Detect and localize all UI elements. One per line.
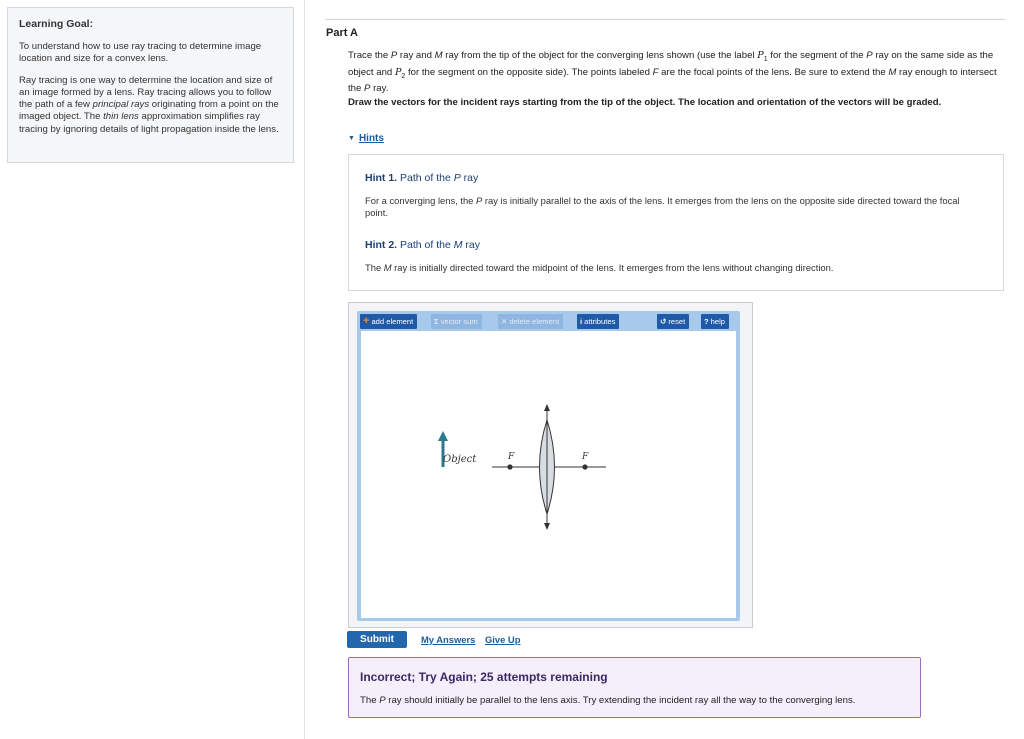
hint-1-title[interactable]: Hint 1. Path of the P ray: [365, 172, 479, 184]
delete-x-icon: ✕: [501, 317, 508, 326]
help-icon: ?: [704, 317, 709, 326]
graded-instruction: Draw the vectors for the incident rays starting from the tip of the object. The location and orientation of the vectors will be graded.: [348, 97, 942, 108]
focal-point-left: [507, 464, 512, 469]
lens-top-arrowhead: [544, 404, 550, 411]
info-icon: i: [580, 317, 583, 326]
hints-panel: [348, 154, 1004, 291]
feedback-text: The P ray should initially be parallel to the lens axis. Try extending the incident ray all the way to the converging lens.: [360, 695, 856, 706]
reset-icon: ↺: [660, 317, 667, 326]
hints-toggle[interactable]: ▼ Hints: [348, 133, 384, 144]
learning-goal-panel: [7, 7, 294, 163]
lens-bottom-arrowhead: [544, 523, 550, 530]
give-up-link[interactable]: Give Up: [485, 634, 521, 645]
plus-icon: +: [363, 315, 370, 327]
hint-2-title[interactable]: Hint 2. Path of the M ray: [365, 239, 480, 251]
part-instruction: Trace the P ray and M ray from the tip of the object for the converging lens shown (use the label $P_1$ for the segment of the P ray on the same side as the object and $P_2$ for the segment on the opposite side). The points labeled F are the focal points of the lens. Be sure to extend the M ray enough to intersect the P ray.: [348, 50, 997, 94]
object-label: Object: [443, 454, 477, 465]
help-button[interactable]: ? help: [701, 314, 729, 329]
submit-button[interactable]: Submit: [347, 631, 407, 648]
focal-point-right: [582, 464, 587, 469]
sigma-icon: Σ: [434, 317, 439, 326]
delete-element-button[interactable]: ✕ delete element: [498, 314, 563, 329]
column-divider: [304, 0, 305, 739]
attributes-button[interactable]: i attributes: [577, 314, 619, 329]
vector-sum-button[interactable]: Σ vector sum: [431, 314, 482, 329]
feedback-box: [348, 657, 921, 718]
object-arrowhead[interactable]: [438, 431, 448, 441]
caret-down-icon: ▼: [348, 135, 355, 142]
focal-right-label: F: [582, 452, 589, 462]
ray-tracing-intro: Ray tracing is one way to determine the location and size of an image formed by a lens. Ray tracing allows you to follow the path of a few principal rays originating from a point on the imaged object. The thin lens approximation simplifies ray tracing by ignoring details of light propagation inside the lens.: [19, 74, 279, 135]
reset-button[interactable]: ↺ reset: [657, 314, 689, 329]
lens-diagram[interactable]: [361, 331, 736, 618]
drawing-canvas[interactable]: [361, 331, 736, 618]
add-element-button[interactable]: + add element: [360, 314, 417, 329]
learning-goal-text: To understand how to use ray tracing to determine image location and size for a convex lens.: [19, 41, 262, 65]
my-answers-link[interactable]: My Answers: [421, 634, 476, 645]
hint-1-text: For a converging lens, the P ray is initially parallel to the axis of the lens. It emerges from the lens on the opposite side directed toward the focal point.: [365, 195, 960, 219]
hint-2-text: The M ray is initially directed toward the midpoint of the lens. It emerges from the lens without changing direction.: [365, 262, 834, 273]
part-divider: [325, 19, 1005, 20]
part-title: Part A: [326, 27, 358, 39]
learning-goal-title: Learning Goal:: [19, 18, 94, 30]
feedback-title: Incorrect; Try Again; 25 attempts remaining: [360, 670, 608, 684]
focal-left-label: F: [508, 452, 515, 462]
